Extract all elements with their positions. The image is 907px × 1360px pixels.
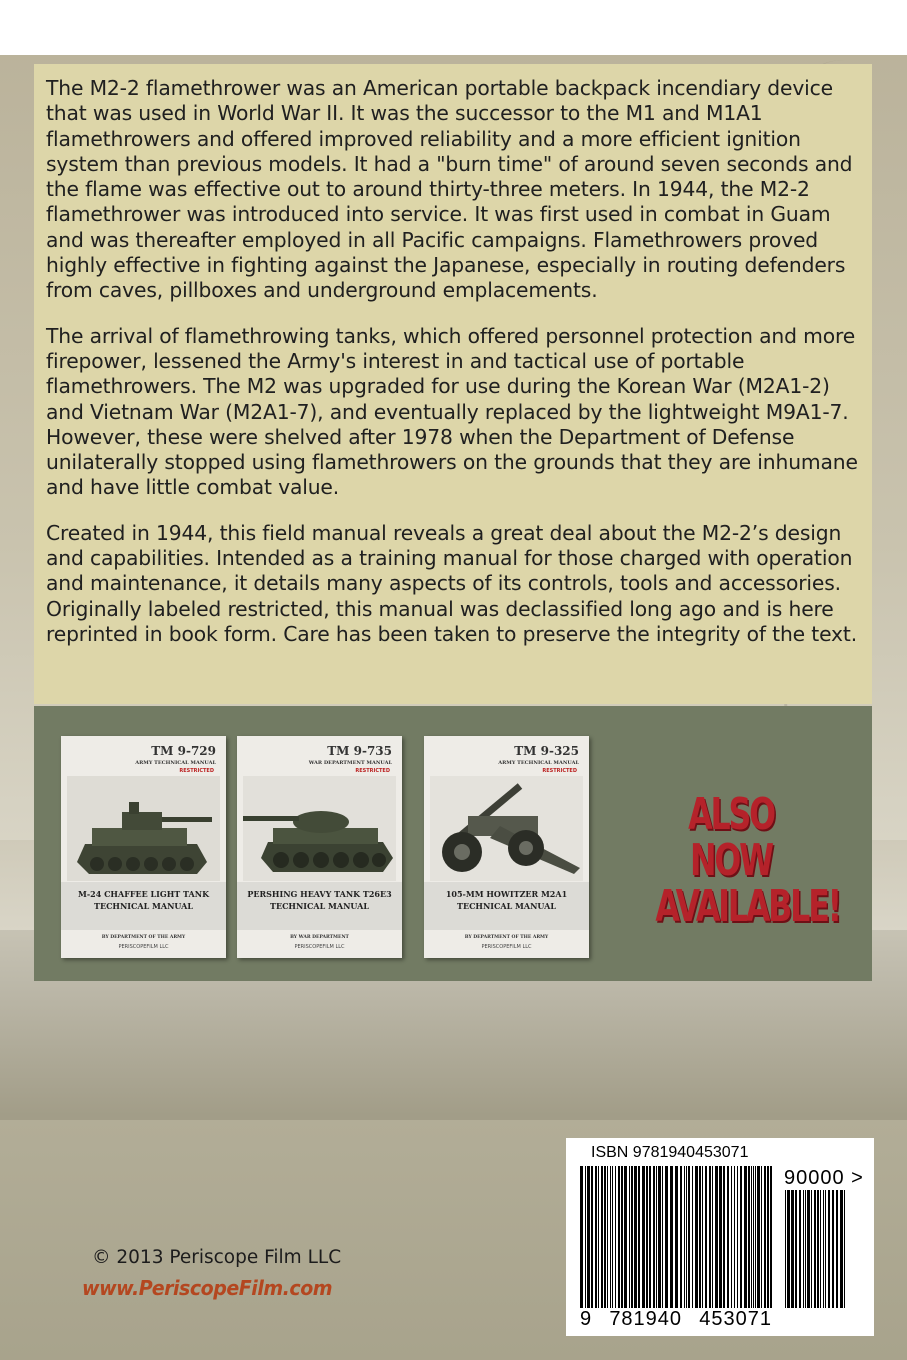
book-cover-pershing[interactable]	[237, 736, 402, 958]
barcode-bar	[658, 1166, 661, 1308]
book-title	[424, 882, 589, 930]
book-publisher: PERISCOPEFILM LLC	[294, 944, 345, 950]
barcode-bar	[715, 1166, 718, 1308]
also-now-available-label: ALSO NOW AVAILABLE!	[655, 789, 840, 932]
barcode-bar	[820, 1190, 821, 1308]
barcode-bar	[653, 1166, 655, 1308]
barcode-bar	[811, 1190, 812, 1308]
barcode-bar	[740, 1166, 742, 1308]
book-title-line-2: TECHNICAL MANUAL	[457, 901, 556, 911]
price-barcode	[785, 1190, 845, 1308]
barcode-bar	[744, 1166, 747, 1308]
barcode-bar	[638, 1166, 640, 1308]
barcode-bar	[805, 1190, 806, 1308]
barcode-bar	[610, 1166, 611, 1308]
barcode-bar	[702, 1166, 703, 1308]
book-subtitle: ARMY TECHNICAL MANUAL	[135, 760, 216, 766]
barcode-bar	[770, 1166, 772, 1308]
barcode-bar	[595, 1166, 597, 1308]
barcode-bar	[692, 1166, 693, 1308]
book-title-line-1: M-24 CHAFFEE LIGHT TANK	[77, 889, 210, 899]
barcode-bar	[767, 1166, 769, 1308]
light-tank-icon	[67, 776, 220, 881]
isbn-barcode-box	[566, 1138, 874, 1336]
barcode-bar	[814, 1190, 816, 1308]
book-title	[61, 882, 226, 930]
restricted-stamp: RESTRICTED	[179, 768, 214, 774]
book-publisher: PERISCOPEFILM LLC	[118, 944, 169, 950]
barcode-bar	[787, 1190, 790, 1308]
book-tm-number: TM 9-325	[514, 744, 579, 758]
description-panel	[34, 64, 872, 704]
barcode-digits	[580, 1308, 772, 1331]
barcode-bar	[748, 1166, 750, 1308]
barcode-bar	[680, 1166, 682, 1308]
barcode-bar	[699, 1166, 701, 1308]
barcode-bar	[709, 1166, 711, 1308]
book-title-line-1: PERSHING HEAVY TANK T26E3	[247, 889, 392, 899]
book-cover-howitzer[interactable]	[424, 736, 589, 958]
barcode-bar	[737, 1166, 738, 1308]
barcode-bar	[785, 1190, 786, 1308]
book-tm-number: TM 9-735	[327, 744, 392, 758]
barcode-bar	[761, 1166, 762, 1308]
barcode-bar	[665, 1166, 668, 1308]
barcode-digit-leading: 9	[580, 1308, 593, 1330]
book-subtitle: WAR DEPARTMENT MANUAL	[308, 760, 392, 766]
barcode-bar	[601, 1166, 603, 1308]
description-paragraph-3: Created in 1944, this field manual reveals a great deal about the M2-2’s design and capabilities. Intended as a training manual for those charged with operation and maintenance, it details many aspects of its controls, tools and accessories. Originally labeled restricted, this manual was declassified long ago and is here reprinted in book form. Care has been taken to preserve the integrity of the text.	[46, 520, 857, 646]
barcode-bar	[719, 1166, 722, 1308]
barcode-digits-group-2: 453071	[699, 1308, 772, 1330]
barcode-bar	[615, 1166, 616, 1308]
barcode-bar	[705, 1166, 707, 1308]
barcode-bar	[832, 1190, 834, 1308]
price-code: 90000 >	[784, 1167, 864, 1189]
book-cover-m24-chaffee[interactable]	[61, 736, 226, 958]
copyright-notice: © 2013 Periscope Film LLC	[92, 1247, 342, 1268]
barcode-bar	[634, 1166, 637, 1308]
barcode-bar	[621, 1166, 623, 1308]
book-author: BY WAR DEPARTMENT	[290, 935, 349, 940]
barcode-bar	[751, 1166, 752, 1308]
book-author: BY DEPARTMENT OF THE ARMY	[101, 935, 186, 940]
restricted-stamp: RESTRICTED	[355, 768, 390, 774]
barcode-bar	[688, 1166, 690, 1308]
barcode-bar	[723, 1166, 725, 1308]
barcode-bar	[618, 1166, 620, 1308]
howitzer-icon	[430, 776, 583, 881]
barcode-bar	[684, 1166, 685, 1308]
barcode-bar	[670, 1166, 673, 1308]
book-author: BY DEPARTMENT OF THE ARMY	[464, 935, 549, 940]
book-publisher: PERISCOPEFILM LLC	[481, 944, 532, 950]
barcode-bar	[585, 1166, 586, 1308]
barcode-bar	[807, 1190, 810, 1308]
barcode-bar	[646, 1166, 648, 1308]
barcode-bar	[757, 1166, 760, 1308]
also-available-panel	[34, 706, 872, 981]
barcode-bar	[823, 1190, 824, 1308]
barcode-bar	[825, 1190, 826, 1308]
barcode-bar	[686, 1166, 687, 1308]
book-tm-number: TM 9-729	[151, 744, 216, 758]
barcode-bar	[803, 1190, 804, 1308]
barcode-bar	[629, 1166, 630, 1308]
barcode-bar	[631, 1166, 633, 1308]
book-title-line-2: TECHNICAL MANUAL	[94, 901, 193, 911]
barcode-bar	[840, 1190, 843, 1308]
book-subtitle: ARMY TECHNICAL MANUAL	[498, 760, 579, 766]
description-paragraph-1: The M2-2 flamethrower was an American portable backpack incendiary device that was used in World War II. It was the successor to the M1 and M1A1 flamethrowers and offered improved reliability and a more efficient ignition system than previous models. It had a "burn time" of around seven seconds and the flame was effective out to around thirty-three meters. In 1944, the M2-2 flamethrower was introduced into service. It was first used in combat in Guam and was thereafter employed in all Pacific campaigns. Flamethrowers proved highly effective in fighting against the Japanese, especially in routing defenders from caves, pillboxes and underground emplacements.	[46, 76, 853, 303]
barcode-bar	[753, 1166, 754, 1308]
barcode-bar	[624, 1166, 627, 1308]
barcode-bar	[598, 1166, 599, 1308]
book-title-line-2: TECHNICAL MANUAL	[270, 901, 369, 911]
barcode-bar	[764, 1166, 766, 1308]
barcode-bar	[662, 1166, 663, 1308]
barcode-bar	[844, 1190, 845, 1308]
barcode-bar	[791, 1190, 794, 1308]
barcode-bar	[836, 1190, 838, 1308]
heavy-tank-icon	[243, 776, 396, 881]
barcode-bar	[695, 1166, 698, 1308]
barcode-bar	[591, 1166, 593, 1308]
barcode-bar	[712, 1166, 713, 1308]
barcode-bar	[604, 1166, 606, 1308]
publisher-website-link[interactable]: www.PeriscopeFilm.com	[82, 1276, 333, 1300]
barcode-bar	[649, 1166, 651, 1308]
barcode-bar	[642, 1166, 645, 1308]
isbn-label: ISBN 9781940453071	[591, 1144, 749, 1161]
barcode-bar	[755, 1166, 756, 1308]
barcode-digits-group-1: 781940	[609, 1308, 683, 1330]
barcode-bar	[795, 1190, 797, 1308]
description-paragraph-2: The arrival of flamethrowing tanks, which offered personnel protection and more firepower, lessened the Army's interest in and tactical use of portable flamethrowers. The M2 was upgraded for use during the Korean War (M2A1-2) and Vietnam War (M2A1-7), and eventually replaced by the lightweight M9A1-7. However, these were shelved after 1978 when the Department of Defense unilaterally stopped using flamethrowers on the grounds that they are inhumane and have little combat value.	[46, 323, 858, 500]
barcode-bar	[731, 1166, 732, 1308]
barcode-bar	[828, 1190, 830, 1308]
barcode-bar	[656, 1166, 657, 1308]
barcode-bar	[817, 1190, 819, 1308]
book-title	[237, 882, 402, 930]
barcode-bar	[587, 1166, 590, 1308]
barcode-bar	[734, 1166, 735, 1308]
barcode-bar	[580, 1166, 583, 1308]
barcode-bar	[799, 1190, 801, 1308]
book-title-line-1: 105-MM HOWITZER M2A1	[445, 889, 568, 899]
barcode-bar	[607, 1166, 608, 1308]
ean13-barcode	[580, 1166, 772, 1308]
barcode-bar	[727, 1166, 729, 1308]
barcode-bar	[675, 1166, 678, 1308]
top-margin	[0, 0, 907, 55]
barcode-bar	[612, 1166, 613, 1308]
restricted-stamp: RESTRICTED	[542, 768, 577, 774]
